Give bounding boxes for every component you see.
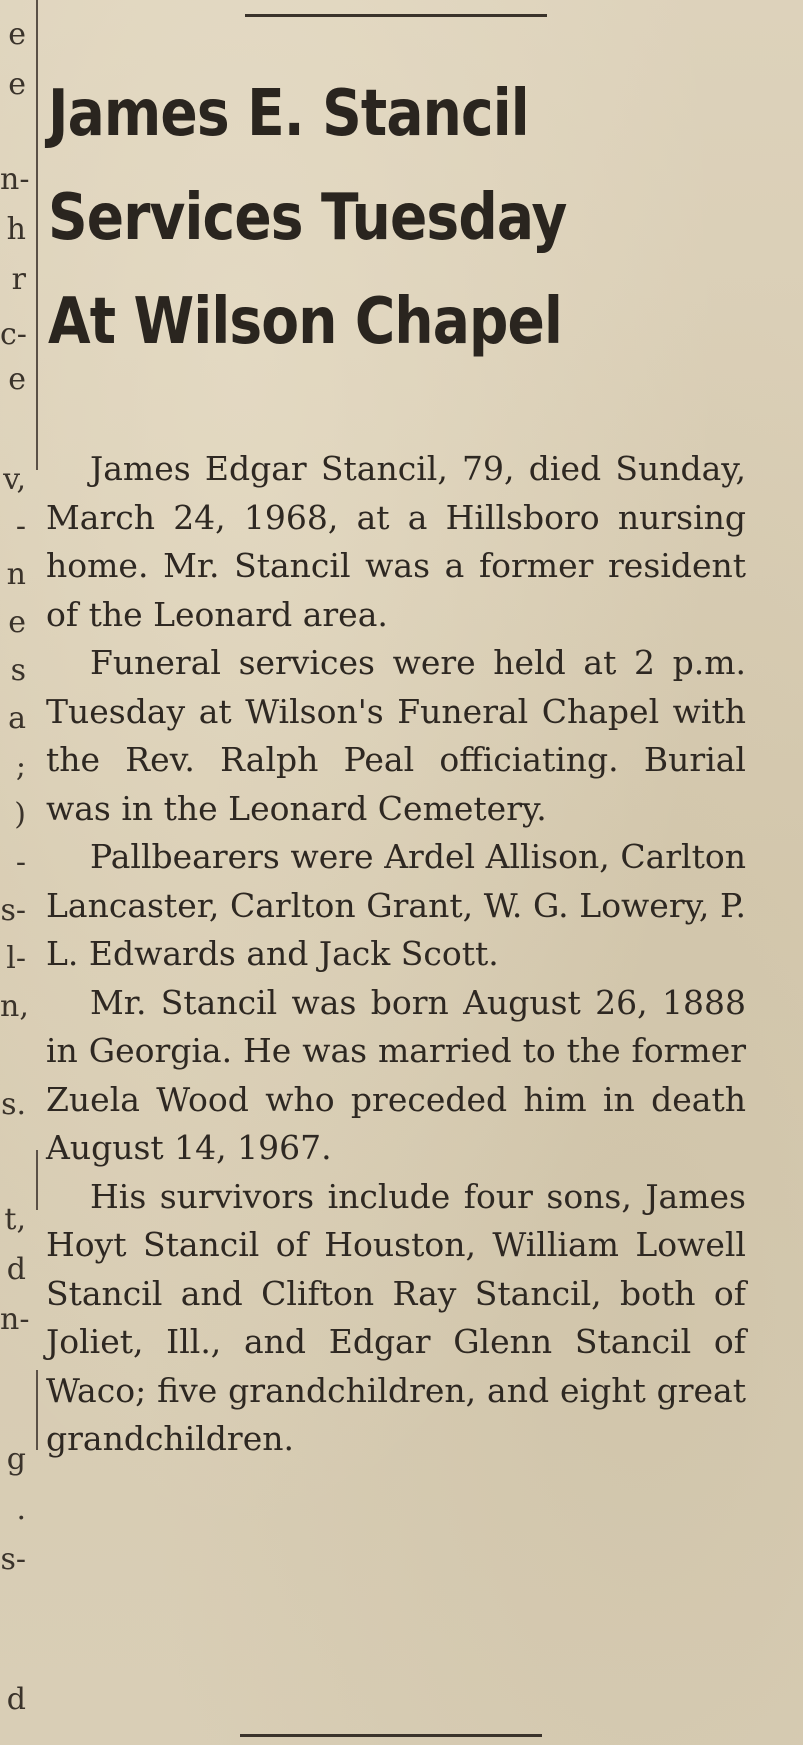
left-column-fragment: .	[16, 1492, 26, 1527]
left-column-fragment: e	[8, 605, 26, 640]
left-column-fragment: )	[14, 797, 26, 832]
left-column-fragment: n-	[0, 1302, 30, 1337]
left-column-fragment: e	[8, 17, 26, 52]
left-column-fragment: -	[15, 845, 26, 880]
top-rule	[245, 14, 547, 17]
left-column-fragment: d	[6, 1252, 26, 1287]
left-column-fragment: g	[6, 1442, 26, 1477]
column-divider	[36, 1370, 38, 1450]
left-column-fragment: ;	[15, 749, 26, 784]
left-column-fragment: a	[8, 701, 26, 736]
headline-line: Services Tuesday	[48, 181, 567, 255]
left-column-fragment: s-	[0, 893, 26, 928]
headline	[48, 62, 641, 374]
article-paragraph: Pallbearers were Ardel Allison, Carlton Lancaster, Carlton Grant, W. G. Lowery, P. L. Edwards and Jack Scott.	[46, 837, 746, 973]
column-divider	[36, 1150, 38, 1210]
left-column-fragment: e	[8, 67, 26, 102]
article-paragraph: Funeral services were held at 2 p.m. Tuesday at Wilson's Funeral Chapel with the Rev. Ralph Peal officiating. Burial was in the Leonard Cemetery.	[46, 643, 746, 828]
left-column-fragment: r	[11, 262, 26, 297]
left-column-fragment: e	[8, 362, 26, 397]
left-column-fragment: -	[15, 509, 26, 544]
left-column-fragment: s.	[1, 1087, 26, 1122]
left-column-fragment: n,	[0, 989, 29, 1024]
left-column-fragment: v,	[3, 462, 26, 497]
left-column-fragment: n-	[0, 162, 30, 197]
left-column-fragment: s	[10, 653, 26, 688]
article-paragraph: His survivors include four sons, James Hoyt Stancil of Houston, William Lowell Stancil and Clifton Ray Stancil, both of Joliet, Ill., and Edgar Glenn Stancil of Waco; five grandchildren, and eight great grandchildren.	[46, 1176, 746, 1458]
left-column-fragment: c-	[0, 317, 27, 352]
headline-line: James E. Stancil	[48, 77, 529, 151]
article-paragraph: James Edgar Stancil, 79, died Sunday, March 24, 1968, at a Hillsboro nursing home. Mr. Stancil was a former resident of the Leonard area.	[46, 449, 746, 634]
left-column-fragment: t,	[4, 1202, 26, 1237]
article-body	[46, 445, 746, 1464]
left-column-fragment: s-	[0, 1542, 26, 1577]
headline-line: At Wilson Chapel	[48, 285, 562, 359]
left-column-fragment: h	[6, 212, 26, 247]
left-column-fragment: l-	[6, 941, 26, 976]
article-paragraph: Mr. Stancil was born August 26, 1888 in Georgia. He was married to the former Zuela Wood who preceded him in death August 14, 1967.	[46, 982, 746, 1167]
column-divider	[36, 0, 38, 470]
left-column-fragment: d	[6, 1682, 26, 1717]
left-column-fragment: n	[6, 557, 26, 592]
bottom-rule	[240, 1734, 542, 1737]
